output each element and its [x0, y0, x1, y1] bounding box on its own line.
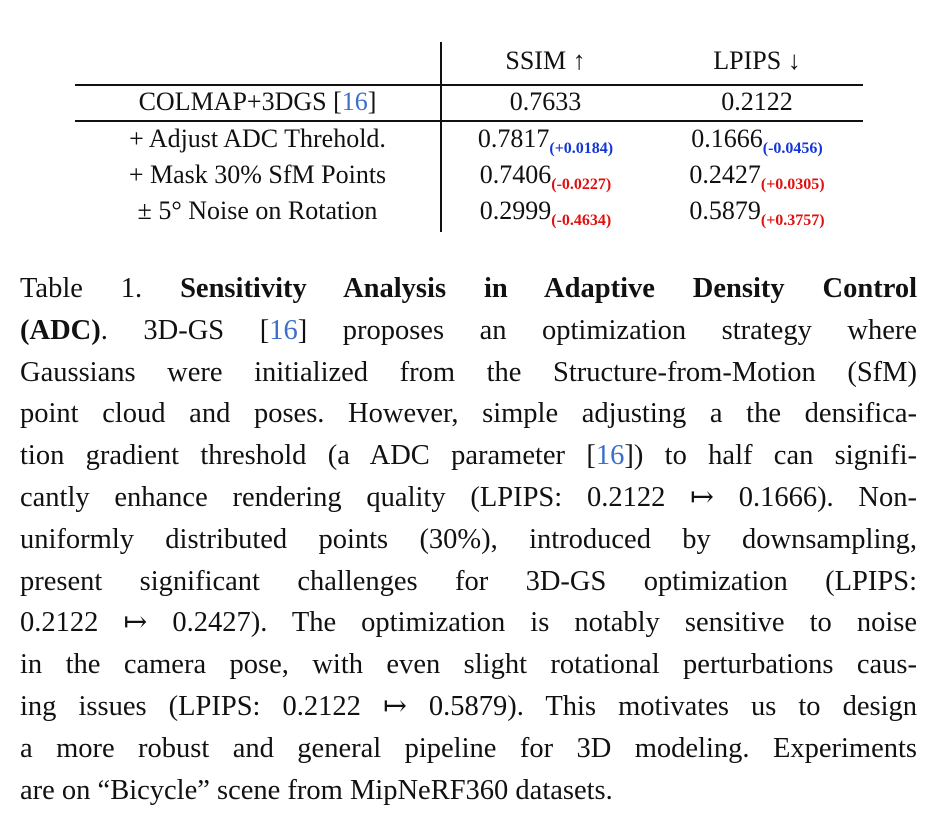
lpips-delta: (+0.0305)	[760, 176, 825, 193]
row-label: ± 5° Noise on Rotation	[137, 196, 378, 225]
table-caption	[20, 268, 917, 811]
caption-line	[20, 393, 917, 435]
row-ssim	[440, 162, 651, 193]
caption-line	[20, 519, 917, 561]
caption-line	[20, 268, 917, 310]
citation-link[interactable]: 16	[341, 87, 368, 116]
caption-text: cantly enhance rendering quality (LPIPS: 0.2122 ↦ 0.1666). Non-	[20, 481, 917, 513]
caption-line	[20, 477, 917, 519]
caption-text: Gaussians were initialized from the Structure-from-Motion (SfM)	[20, 356, 917, 388]
caption-line	[20, 770, 917, 812]
header-rule	[75, 84, 863, 86]
ssim-delta: (-0.4634)	[551, 212, 612, 229]
caption-line	[20, 728, 917, 770]
ssim-value: 0.2999	[479, 196, 552, 225]
results-table	[75, 42, 863, 232]
caption-line	[20, 352, 917, 394]
caption-line	[20, 686, 917, 728]
lpips-delta: (+0.3757)	[760, 212, 825, 229]
row-ssim	[440, 126, 651, 157]
lpips-value: 0.2427	[689, 160, 761, 189]
lpips-value: 0.5879	[689, 196, 761, 225]
caption-text: point cloud and poses. However, simple adjusting a the densifica-	[20, 398, 917, 430]
caption-bold-text: Sensitivity Analysis in Adaptive Density Control	[180, 273, 917, 304]
ssim-value: 0.7406	[479, 160, 552, 189]
lpips-delta: (-0.0456)	[762, 140, 823, 157]
caption-text: ing issues (LPIPS: 0.2122 ↦ 0.5879). This motivates us to design	[20, 690, 917, 722]
caption-text: in the camera pose, with even slight rotational perturbations caus-	[20, 649, 917, 681]
row-lpips	[651, 126, 863, 157]
caption-line	[20, 644, 917, 686]
baseline-label	[75, 89, 440, 115]
row-label: + Mask 30% SfM Points	[128, 160, 387, 189]
caption-text: ]) to half can signifi-	[624, 440, 917, 472]
lpips-value: 0.1666	[691, 124, 763, 153]
row-ssim	[440, 198, 651, 229]
caption-text: a more robust and general pipeline for 3D modeling. Experiments	[20, 732, 917, 764]
header-lpips: LPIPS ↓	[713, 46, 801, 75]
caption-line	[20, 435, 917, 477]
caption-text: 0.2122 ↦ 0.2427). The optimization is notably sensitive to noise	[20, 607, 917, 639]
caption-text: . 3D-GS [	[100, 314, 270, 346]
caption-bold-text: (ADC)	[20, 314, 101, 346]
citation-link[interactable]: 16	[595, 440, 625, 472]
caption-line	[20, 561, 917, 603]
ssim-delta: (+0.0184)	[549, 140, 614, 157]
ssim-delta: (-0.0227)	[551, 176, 612, 193]
caption-text: Table 1.	[20, 273, 181, 304]
baseline-rule	[75, 120, 863, 122]
caption-line	[20, 310, 917, 352]
caption-text: present significant challenges for 3D-GS optimization (LPIPS:	[20, 565, 917, 597]
caption-line	[20, 602, 917, 644]
row-label: + Adjust ADC Threhold.	[129, 124, 386, 153]
citation-link[interactable]: 16	[269, 314, 298, 346]
ssim-value: 0.7817	[477, 124, 550, 153]
baseline-lpips: 0.2122	[721, 87, 793, 116]
caption-text: uniformly distributed points (30%), introduced by downsampling,	[20, 523, 917, 555]
row-lpips	[651, 198, 863, 229]
caption-text: tion gradient threshold (a ADC parameter [	[20, 440, 596, 472]
baseline-ssim: 0.7633	[509, 87, 582, 116]
baseline-label-text: COLMAP+3DGS [	[138, 87, 342, 116]
baseline-label-end: ]	[367, 87, 377, 116]
caption-text: ] proposes an optimization strategy where	[297, 314, 917, 346]
row-lpips	[651, 162, 863, 193]
header-ssim: SSIM ↑	[505, 46, 586, 75]
caption-text: are on “Bicycle” scene from MipNeRF360 datasets.	[20, 774, 613, 806]
